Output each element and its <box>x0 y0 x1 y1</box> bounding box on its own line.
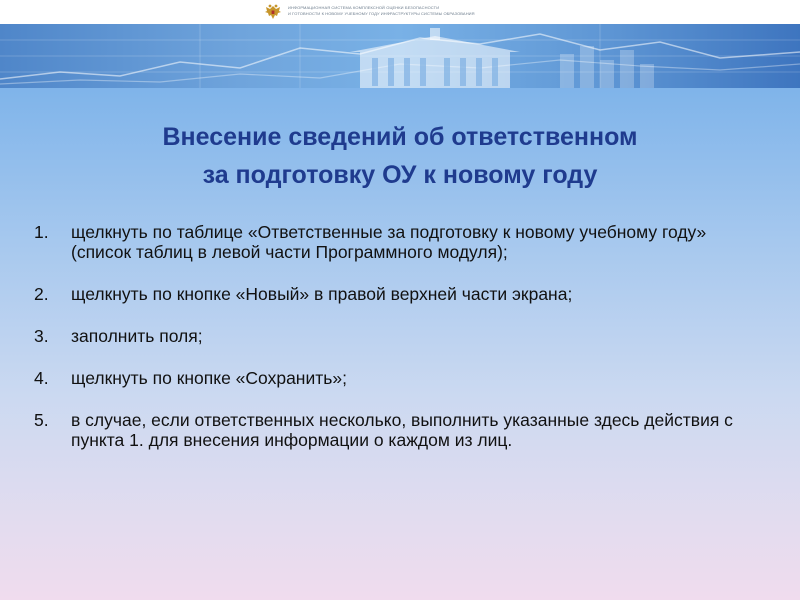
list-item <box>34 284 764 304</box>
slide-title-line2: за подготовку ОУ к новому году <box>202 161 598 189</box>
list-item <box>34 222 764 262</box>
banner-image <box>0 24 800 88</box>
step-number: 3. <box>34 326 49 346</box>
list-item <box>34 326 764 346</box>
step-text: щелкнуть по кнопке «Новый» в правой верхней части экрана; <box>71 284 573 304</box>
step-number: 4. <box>34 368 49 388</box>
list-item <box>34 368 764 388</box>
slide-title <box>60 118 740 194</box>
list-item <box>34 410 764 450</box>
step-text: щелкнуть по таблице «Ответственные за подготовку к новому учебному году» (список таблиц в левой части Программного модуля); <box>71 222 707 262</box>
header-title-line1: ИНФОРМАЦИОННАЯ СИСТЕМА КОМПЛЕКСНОЙ ОЦЕНКИ БЕЗОПАСНОСТИ <box>288 5 440 10</box>
header-bar <box>0 0 800 24</box>
double-headed-eagle-icon <box>263 3 283 22</box>
step-text: заполнить поля; <box>71 326 203 346</box>
step-number: 2. <box>34 284 49 304</box>
slide-title-line1: Внесение сведений об ответственном <box>162 123 638 151</box>
steps-list <box>34 222 764 472</box>
header-system-title <box>288 5 548 17</box>
step-text: в случае, если ответственных несколько, выполнить указанные здесь действия с пункта 1. для внесения информации о каждом из лиц. <box>71 410 733 450</box>
step-number: 5. <box>34 410 49 430</box>
step-number: 1. <box>34 222 49 242</box>
header-title-line2: И ГОТОВНОСТИ К НОВОМУ УЧЕБНОМУ ГОДУ ИНФРАСТРУКТУРЫ СИСТЕМЫ ОБРАЗОВАНИЯ <box>288 11 475 16</box>
step-text: щелкнуть по кнопке «Сохранить»; <box>71 368 347 388</box>
